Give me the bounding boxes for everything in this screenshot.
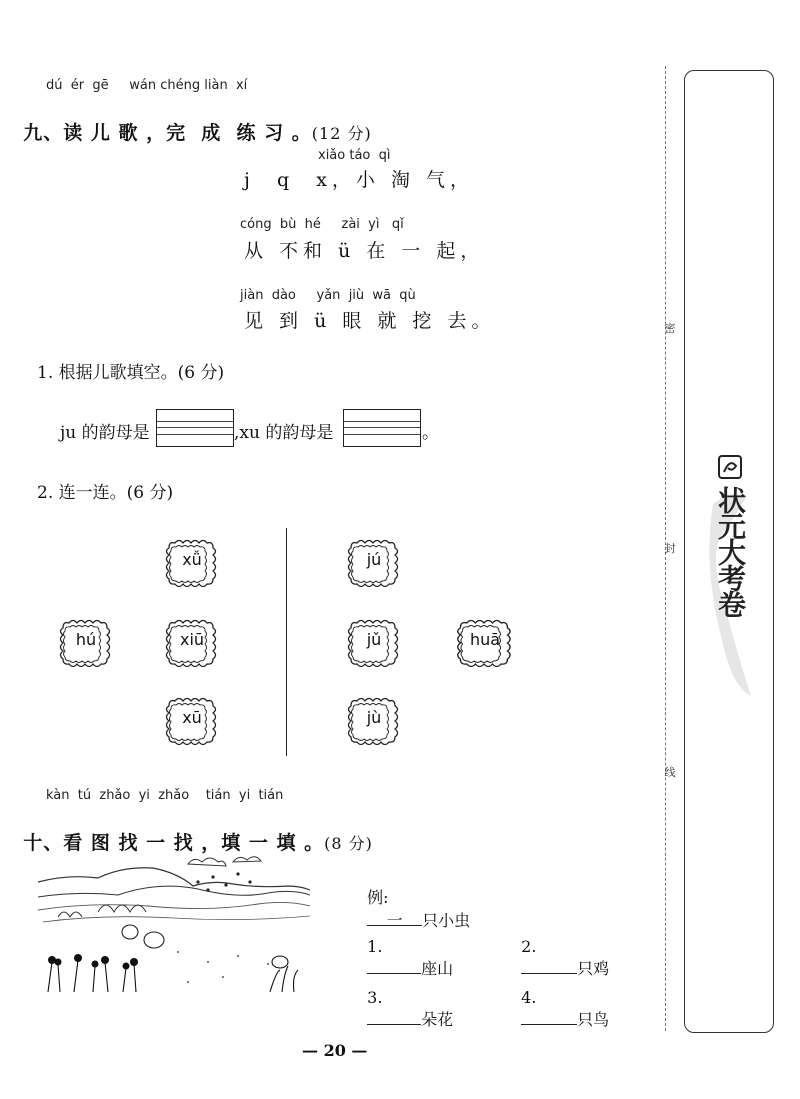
cloud-label: jǔ <box>366 630 382 649</box>
seal-char-xian: 线 <box>664 766 676 779</box>
poem-line2-pinyin: cóng bù hé zài yì qǐ <box>240 217 404 232</box>
question1-label: 1. 根据儿歌填空。(6 分) <box>37 363 225 383</box>
q1-text-part1: ju 的韵母是 <box>60 423 150 443</box>
cloud-label: hú <box>75 630 97 649</box>
matching-divider <box>286 528 287 756</box>
item-tail: 座山 <box>421 959 454 978</box>
q1-text-part3: 。 <box>422 423 439 443</box>
brand-logo <box>707 454 753 714</box>
section9-score: (12 分) <box>311 124 372 143</box>
item-tail: 朵花 <box>421 1010 454 1029</box>
section10-pinyin: kàn tú zhǎo yi zhǎo tián yi tián <box>46 788 284 803</box>
landscape-illustration <box>38 852 310 997</box>
cloud-card[interactable] <box>345 695 403 745</box>
question2-label: 2. 连一连。(6 分) <box>37 483 174 503</box>
cloud-label: xiū <box>179 630 205 649</box>
q1-text-part2: ,xu 的韵母是 <box>234 423 334 443</box>
cloud-card[interactable] <box>454 617 516 667</box>
brand-logo-text: 状元大考卷 <box>714 486 747 616</box>
poem-line3: 见 到 ü 眼 就 挖 去。 <box>244 310 496 332</box>
cloud-label: xǚ <box>182 550 202 569</box>
example-tail: 只小虫 <box>422 911 471 930</box>
poem-line2: 从 不和 ü 在 一 起， <box>244 240 485 262</box>
cloud-label: jù <box>366 708 382 727</box>
answer-box-xu[interactable] <box>343 409 421 447</box>
section10-title-text: 十、看 图 找 一 找 ，填 一 填 。 <box>23 832 325 854</box>
poem-line1-pinyin: xiǎo táo qì <box>318 148 391 163</box>
cloud-label: huā <box>469 630 501 649</box>
item-tail: 只鸡 <box>577 959 610 978</box>
page-number: — 20 — <box>302 1041 368 1060</box>
exam-sidebar <box>684 70 774 1033</box>
item-number: 3. <box>367 988 383 1007</box>
section9-pinyin: dú ér gē wán chéng liàn xí <box>46 78 248 93</box>
section9-title <box>8 96 372 145</box>
cloud-card[interactable] <box>163 617 221 667</box>
cloud-label: xū <box>182 708 202 727</box>
example-label: 例: <box>367 888 389 907</box>
item-number: 4. <box>521 988 537 1007</box>
answer-blank-4[interactable] <box>521 1007 577 1025</box>
cloud-label: jú <box>366 550 382 569</box>
seal-char-mi: 密 <box>664 322 676 335</box>
section9-title-text: 九、读 儿 歌 ，完 成 练 习 。 <box>23 122 312 144</box>
answer-blank-3[interactable] <box>367 1007 421 1025</box>
cloud-card[interactable] <box>345 537 403 587</box>
item-number: 1. <box>367 937 383 956</box>
answer-box-ju[interactable] <box>156 409 234 447</box>
cloud-card[interactable] <box>345 617 403 667</box>
cloud-card[interactable] <box>163 695 221 745</box>
item-number: 2. <box>521 937 537 956</box>
poem-line1: j q x，小 淘 气， <box>244 169 475 191</box>
poem-line3-pinyin: jiàn dào yǎn jiù wā qù <box>240 288 416 303</box>
item-tail: 只鸟 <box>577 1010 610 1029</box>
seal-char-feng: 封 <box>664 542 676 555</box>
section10-score: (8 分) <box>324 834 373 853</box>
fill-item-3 <box>357 969 453 1030</box>
cloud-card[interactable] <box>57 617 115 667</box>
section10-title <box>8 806 373 855</box>
cloud-card[interactable] <box>163 537 221 587</box>
example-answer: 一 <box>386 911 403 930</box>
fill-item-4 <box>511 969 609 1030</box>
